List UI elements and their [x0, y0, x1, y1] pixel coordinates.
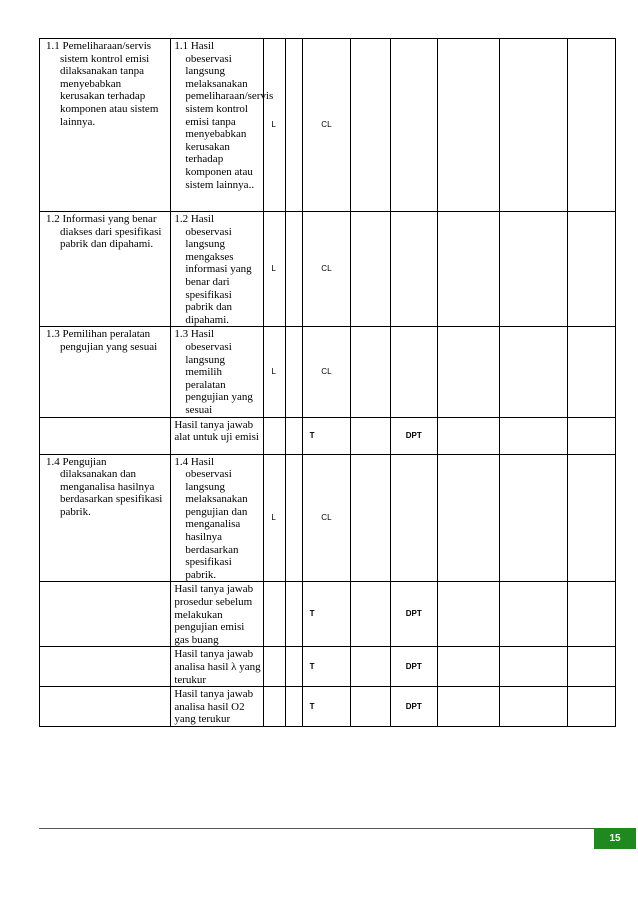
method-lisan-cell: L [264, 212, 286, 327]
tool-cell: CL [302, 39, 351, 212]
empty-cell [568, 212, 616, 327]
tool-cell: DPT [390, 417, 438, 454]
criteria-cell [40, 212, 171, 327]
empty-cell [500, 647, 568, 687]
empty-cell [438, 687, 500, 727]
empty-cell [438, 647, 500, 687]
empty-cell [438, 212, 500, 327]
empty-cell [568, 327, 616, 417]
empty-cell [568, 582, 616, 647]
criteria-text: 1.2 Informasi yang benar diakses dari spesifikasi pabrik dan dipahami. [46, 213, 162, 251]
indicator-cell [171, 582, 264, 647]
method-lisan-cell: L [264, 39, 286, 212]
method-lisan-cell [264, 647, 286, 687]
empty-cell [500, 417, 568, 454]
indicator-cell [171, 327, 264, 417]
empty-cell [500, 212, 568, 327]
empty-cell [390, 39, 438, 212]
table-row [40, 582, 616, 647]
criteria-cell [40, 454, 171, 582]
indicator-text: Hasil tanya jawab alat untuk uji emisi [174, 418, 259, 444]
indicator-text: 1.3 Hasil obeservasi langsung memilih peralatan pengujian yang sesuai [174, 328, 253, 416]
tool-cell: CL [302, 454, 351, 582]
table-row [40, 687, 616, 727]
empty-cell [351, 687, 390, 727]
empty-cell [568, 647, 616, 687]
tool-cell: DPT [390, 687, 438, 727]
indicator-text: 1.2 Hasil obeservasi langsung mengakses informasi yang benar dari spesifikasi pabrik dan dipahami. [174, 213, 252, 326]
table-row [40, 454, 616, 582]
tool-cell: CL [302, 212, 351, 327]
method-tulis-cell [286, 417, 303, 454]
indicator-text: Hasil tanya jawab analisa hasil O2 yang terukur [174, 688, 254, 726]
indicator-cell [171, 647, 264, 687]
method-tertulis-mark: T [302, 647, 351, 687]
empty-cell [351, 327, 390, 417]
criteria-cell [40, 687, 171, 727]
method-lisan-cell: L [264, 327, 286, 417]
criteria-text: 1.3 Pemilihan peralatan pengujian yang sesuai [46, 328, 158, 353]
page-number-badge: 15 [594, 828, 636, 849]
empty-cell [351, 454, 390, 582]
criteria-cell [40, 417, 171, 454]
criteria-cell [40, 647, 171, 687]
indicator-cell [171, 212, 264, 327]
indicator-cell [171, 687, 264, 727]
empty-cell [568, 454, 616, 582]
tool-cell: DPT [390, 647, 438, 687]
table-row [40, 327, 616, 417]
criteria-text: 1.4 Pengujian dilaksanakan dan menganalisa hasilnya berdasarkan spesifikasi pabrik. [46, 455, 163, 518]
method-tertulis-mark: T [302, 687, 351, 727]
footer-divider [39, 828, 616, 829]
tool-cell: CL [302, 327, 351, 417]
empty-cell [568, 687, 616, 727]
indicator-text: 1.1 Hasil obeservasi langsung melaksanakan pemeliharaan/servis sistem kontrol emisi tanpa menyebabkan kerusakan terhadap komponen atau sistem lainnya.. [174, 40, 274, 191]
empty-cell [438, 582, 500, 647]
method-lisan-cell [264, 417, 286, 454]
empty-cell [438, 39, 500, 212]
empty-cell [500, 454, 568, 582]
method-tulis-cell [286, 39, 303, 212]
method-tulis-cell [286, 647, 303, 687]
indicator-text: Hasil tanya jawab analisa hasil λ yang terukur [174, 648, 261, 686]
empty-cell [500, 39, 568, 212]
criteria-cell [40, 582, 171, 647]
indicator-text: Hasil tanya jawab prosedur sebelum melakukan pengujian emisi gas buang [174, 583, 254, 646]
empty-cell [568, 417, 616, 454]
method-tulis-cell [286, 687, 303, 727]
empty-cell [351, 212, 390, 327]
indicator-text: 1.4 Hasil obeservasi langsung melaksanakan pengujian dan menganalisa hasilnya berdasarkan spesifikasi pabrik. [174, 455, 248, 581]
table-row [40, 212, 616, 327]
table-row [40, 417, 616, 454]
criteria-text: 1.1 Pemeliharaan/servis sistem kontrol emisi dilaksanakan tanpa menyebabkan kerusakan terhadap komponen atau sistem lainnya. [46, 40, 159, 128]
method-lisan-cell [264, 687, 286, 727]
empty-cell [568, 39, 616, 212]
indicator-cell [171, 39, 274, 212]
empty-cell [390, 212, 438, 327]
empty-cell [351, 417, 390, 454]
table-row [40, 647, 616, 687]
method-tulis-cell [286, 582, 303, 647]
empty-cell [351, 582, 390, 647]
empty-cell [438, 327, 500, 417]
method-tertulis-mark: T [302, 582, 351, 647]
empty-cell [500, 582, 568, 647]
method-tulis-cell [286, 327, 303, 417]
assessment-table [39, 38, 616, 727]
empty-cell [500, 687, 568, 727]
empty-cell [438, 417, 500, 454]
empty-cell [390, 454, 438, 582]
table-row [40, 39, 616, 212]
empty-cell [500, 327, 568, 417]
criteria-cell [40, 39, 171, 212]
method-tertulis-mark: T [302, 417, 351, 454]
method-tulis-cell [286, 212, 303, 327]
tool-cell: DPT [390, 582, 438, 647]
method-tulis-cell [286, 454, 303, 582]
method-lisan-cell [264, 582, 286, 647]
empty-cell [390, 327, 438, 417]
empty-cell [351, 39, 390, 212]
indicator-cell [171, 454, 264, 582]
empty-cell [351, 647, 390, 687]
indicator-cell [171, 417, 264, 454]
method-lisan-cell: L [264, 454, 286, 582]
criteria-cell [40, 327, 171, 417]
empty-cell [438, 454, 500, 582]
